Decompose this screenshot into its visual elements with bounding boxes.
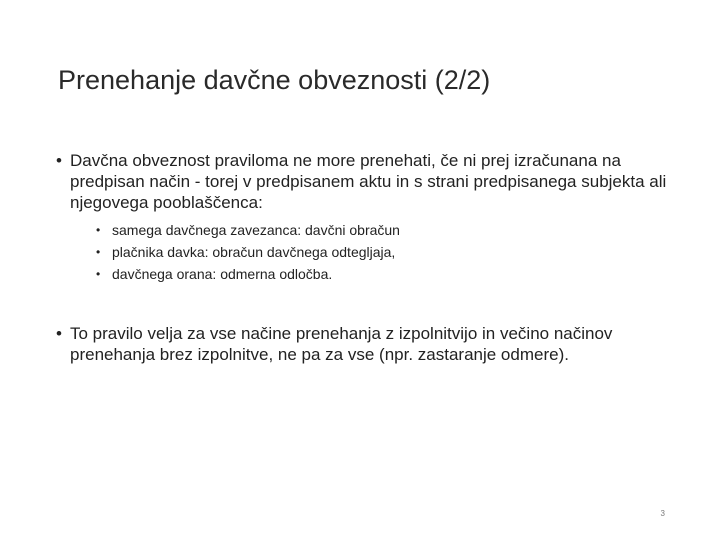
bullet-dot-icon: • (96, 267, 101, 281)
bullet-dot-icon: • (96, 223, 101, 237)
bullet-item-1-text: Davčna obveznost praviloma ne more prenehati, če ni prej izračunana na predpisan način - torej v predpisanem aktu in s strani predpisanega subjekta ali njegovega pooblaščenca: (70, 151, 667, 212)
bullet-dot-icon: • (56, 151, 62, 170)
sub-bullet-list (70, 219, 696, 285)
sub-bullet-item (70, 241, 696, 263)
sub-bullet-item (70, 263, 696, 285)
bullet-item-2 (56, 323, 696, 365)
bullet-dot-icon: • (96, 245, 101, 259)
bullet-list-1 (56, 150, 696, 285)
sub-bullet-text: plačnika davka: obračun davčnega odtegljaja, (112, 244, 396, 260)
page-number: 3 (660, 509, 665, 518)
slide-title: Prenehanje davčne obveznosti (2/2) (58, 65, 491, 95)
bullet-list-2 (56, 323, 696, 365)
bullet-item-1 (56, 150, 696, 285)
sub-bullet-text: davčnega orana: odmerna odločba. (112, 266, 333, 282)
bullet-item-2-text: To pravilo velja za vse načine prenehanja z izpolnitvijo in večino načinov prenehanja brez izpolnitve, ne pa za vse (npr. zastaranje odmere). (70, 324, 613, 364)
bullet-dot-icon: • (56, 324, 62, 343)
sub-bullet-item (70, 219, 696, 241)
sub-bullet-text: samega davčnega zavezanca: davčni obračun (112, 222, 400, 238)
